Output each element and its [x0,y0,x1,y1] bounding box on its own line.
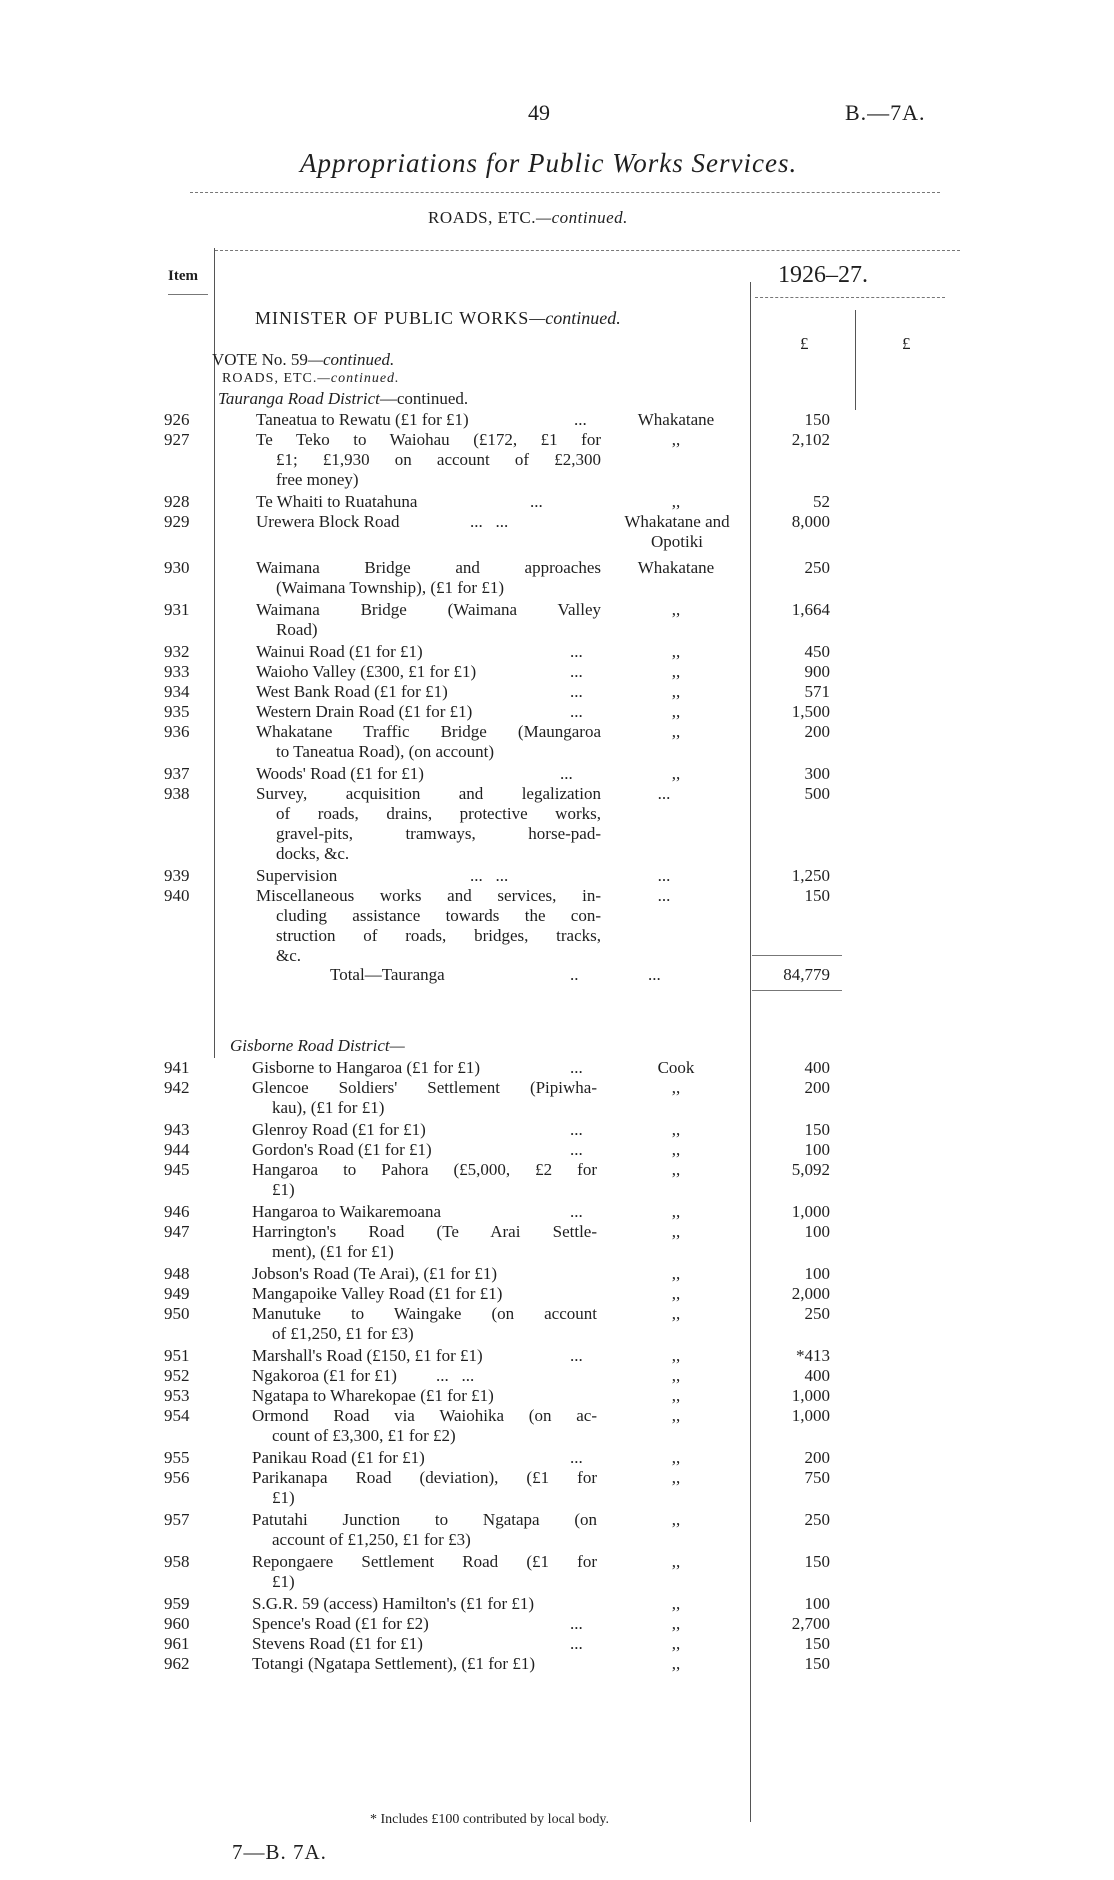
item-location: Whakatane and Opotiki [624,512,730,551]
item-location: ,, [671,1366,681,1385]
item-location: ,, [671,1304,681,1323]
item-location: ,, [671,764,681,783]
item-amount: 250 [804,1510,830,1529]
item-description: Ormond Road via Waiohika (on ac- count of £3,300, £1 for £2) [252,1406,597,1445]
item-description: Ngatapa to Wharekopae (£1 for £1) [252,1386,494,1405]
item-number: 928 [164,492,190,511]
item-amount: 52 [813,492,830,511]
footnote: * Includes £100 contributed by local body. [370,1812,609,1827]
item-description: Whakatane Traffic Bridge (Maungaroa to Taneatua Road), (on account) [256,722,601,761]
item-description: Manutuke to Waingake (on account of £1,250, £1 for £3) [252,1304,597,1343]
item-location: ,, [671,642,681,661]
item-description: Jobson's Road (Te Arai), (£1 for £1) [252,1264,498,1283]
item-location: ,, [671,600,681,619]
item-description: Waimana Bridge and approaches (Waimana Township), (£1 for £1) [256,558,601,597]
item-amount: 100 [804,1264,830,1283]
item-description: Urewera Block Road [256,512,400,531]
item-number: 929 [164,512,190,531]
item-description: Survey, acquisition and legalization of roads, drains, protective works, gravel-pits, tramways, horse-pad- docks, &c. [256,784,601,863]
item-description: West Bank Road (£1 for £1) [256,682,448,701]
item-number: 937 [164,764,190,783]
item-amount: 900 [804,662,830,681]
item-location: ,, [671,1160,681,1179]
item-description: Gisborne to Hangaroa (£1 for £1) [252,1058,481,1077]
item-description: Supervision [256,866,338,885]
item-number: 939 [164,866,190,885]
item-number: 932 [164,642,190,661]
item-amount: 1,000 [791,1202,830,1221]
item-amount: 200 [804,722,830,741]
document-code: B.—7A. [845,100,926,125]
item-description: Hangaroa to Waikaremoana [252,1202,442,1221]
item-amount: 2,102 [791,430,830,449]
item-description: Waimana Bridge (Waimana Valley Road) [256,600,601,639]
item-amount: 150 [804,410,830,429]
item-amount: 400 [804,1366,830,1385]
item-location: Whakatane [637,410,715,429]
year-header-underline [755,297,945,298]
item-number: 960 [164,1614,190,1633]
item-location: ,, [671,1448,681,1467]
year-column-header: 1926–27. [778,262,868,288]
ministry-heading [255,308,621,329]
item-description: Woods' Road (£1 for £1) [256,764,424,783]
pound-column-label: £ [800,334,809,353]
item-number: 933 [164,662,190,681]
item-number: 936 [164,722,190,741]
pound-column-label-2: £ [902,334,911,353]
item-number: 938 [164,784,190,803]
item-description: Parikanapa Road (deviation), (£1 for £1) [252,1468,597,1507]
item-description: Miscellaneous works and services, in- cluding assistance towards the con- struction of roads, bridges, tracks, &c. [256,886,601,965]
item-number: 931 [164,600,190,619]
item-description: Glenroy Road (£1 for £1) [252,1120,426,1139]
item-amount: 2,700 [791,1614,830,1633]
item-number: 951 [164,1346,190,1365]
item-number: 947 [164,1222,190,1241]
item-amount: 450 [804,642,830,661]
item-number: 940 [164,886,190,905]
leader-dots: ... [570,1058,583,1077]
roads-subheading-continued: —continued. [317,371,400,386]
item-number: 941 [164,1058,190,1077]
item-location: ,, [671,1386,681,1405]
item-description: Te Teko to Waiohau (£172, £1 for £1; £1,930 on account of £2,300 free money) [256,430,601,489]
item-number: 953 [164,1386,190,1405]
ministry-heading-main: MINISTER OF PUBLIC WORKS [255,308,530,328]
vote-heading [212,350,394,370]
tauranga-district-name: Tauranga Road District [218,389,380,408]
item-description: Waioho Valley (£300, £1 for £1) [256,662,477,681]
title-divider [190,192,940,193]
item-description: Panikau Road (£1 for £1) [252,1448,425,1467]
item-amount: 400 [804,1058,830,1077]
item-number: 956 [164,1468,190,1487]
item-description: Repongaere Settlement Road (£1 for £1) [252,1552,597,1591]
item-location: ,, [671,1468,681,1487]
item-amount: 100 [804,1222,830,1241]
item-number: 945 [164,1160,190,1179]
item-description: Ngakoroa (£1 for £1) [252,1366,397,1385]
item-location: ,, [671,1264,681,1283]
item-description: Marshall's Road (£150, £1 for £1) [252,1346,483,1365]
item-description: Harrington's Road (Te Arai Settle- ment), (£1 for £1) [252,1222,597,1261]
item-number: 943 [164,1120,190,1139]
item-number: 926 [164,410,190,429]
item-number: 959 [164,1594,190,1613]
total-tauranga-label: Total—Tauranga [330,965,445,984]
item-description: Gordon's Road (£1 for £1) [252,1140,432,1159]
item-amount: 150 [804,1120,830,1139]
item-amount: 1,664 [791,600,830,619]
leader-dots: ... [570,642,583,661]
item-description: Mangapoike Valley Road (£1 for £1) [252,1284,503,1303]
item-amount: 2,000 [791,1284,830,1303]
item-location: ,, [671,722,681,741]
item-description: Spence's Road (£1 for £2) [252,1614,429,1633]
tauranga-district-continued: —continued. [379,389,469,408]
item-amount: 200 [804,1078,830,1097]
leader-dots: ... ... [470,512,509,531]
item-number: 961 [164,1634,190,1653]
total-rule-top [752,955,842,956]
leader-dots: ... [648,965,661,984]
item-number: 934 [164,682,190,701]
item-amount: 571 [804,682,830,701]
item-amount: 150 [804,1552,830,1571]
leader-dots: .. [570,965,579,984]
item-amount: 500 [804,784,830,803]
item-location: ,, [671,682,681,701]
item-amount: 8,000 [791,512,830,531]
item-amount: 150 [804,886,830,905]
item-location: ... [657,784,671,803]
item-description: Wainui Road (£1 for £1) [256,642,423,661]
item-amount: *413 [796,1346,830,1365]
item-amount: 100 [804,1594,830,1613]
item-number: 954 [164,1406,190,1425]
item-number: 946 [164,1202,190,1221]
item-amount: 150 [804,1654,830,1673]
leader-dots: ... [570,682,583,701]
item-location: ,, [671,492,681,511]
item-number: 935 [164,702,190,721]
tauranga-district-heading [218,389,468,409]
item-amount: 250 [804,1304,830,1323]
roads-subheading-main: ROADS, ETC. [222,371,318,386]
item-location: ,, [671,1140,681,1159]
item-amount: 1,500 [791,702,830,721]
item-location: Whakatane [637,558,715,577]
leader-dots: ... [570,1634,583,1653]
item-location: ,, [671,662,681,681]
section-heading [428,208,628,228]
item-location: ,, [671,1284,681,1303]
roads-subheading [222,371,400,387]
item-description: Te Whaiti to Ruatahuna [256,492,418,511]
item-number: 942 [164,1078,190,1097]
item-number: 952 [164,1366,190,1385]
gisborne-district-heading: Gisborne Road District— [230,1036,405,1055]
item-amount: 150 [804,1634,830,1653]
vote-heading-main: VOTE No. 59 [212,350,308,369]
item-location: ,, [671,1120,681,1139]
item-number: 962 [164,1654,190,1673]
item-location: ,, [671,1202,681,1221]
item-number: 930 [164,558,190,577]
item-description: Glencoe Soldiers' Settlement (Pipiwha- kau), (£1 for £1) [252,1078,597,1117]
item-amount: 750 [804,1468,830,1487]
leader-dots: ... [570,1448,583,1467]
item-location: ,, [671,1346,681,1365]
leader-dots: ... [570,702,583,721]
item-location: ,, [671,1654,681,1673]
item-location: ,, [671,702,681,721]
leader-dots: ... [570,1614,583,1633]
item-description: S.G.R. 59 (access) Hamilton's (£1 for £1) [252,1594,535,1613]
item-amount: 200 [804,1448,830,1467]
page-title: Appropriations for Public Works Services. [300,148,798,178]
vote-heading-continued: —continued. [307,350,395,369]
item-number: 944 [164,1140,190,1159]
item-number: 957 [164,1510,190,1529]
item-header-underline [168,294,208,295]
item-amount: 250 [804,558,830,577]
leader-dots: ... [574,410,587,429]
item-amount: 300 [804,764,830,783]
item-description: Western Drain Road (£1 for £1) [256,702,473,721]
leader-dots: ... [530,492,543,511]
leader-dots: ... [570,662,583,681]
item-column-header: Item [168,268,198,284]
item-number: 948 [164,1264,190,1283]
section-heading-main: ROADS, ETC. [428,208,536,227]
leader-dots: ... ... [470,866,509,885]
item-number: 958 [164,1552,190,1571]
leader-dots: ... [570,1202,583,1221]
second-amount-column-divider [855,310,856,410]
item-location: ,, [671,430,681,449]
item-location: ... [657,886,671,905]
footer-code: 7—B. 7A. [232,1840,327,1864]
item-location: ,, [671,1614,681,1633]
item-amount: 1,250 [791,866,830,885]
item-location: ,, [671,1222,681,1241]
leader-dots: ... [570,1140,583,1159]
total-tauranga-amount: 84,779 [783,965,830,984]
item-number: 949 [164,1284,190,1303]
item-location: ,, [671,1510,681,1529]
item-location: ,, [671,1552,681,1571]
item-description: Hangaroa to Pahora (£5,000, £2 for £1) [252,1160,597,1199]
item-location: ,, [671,1634,681,1653]
item-location: Cook [657,1058,695,1077]
leader-dots: ... [560,764,573,783]
item-amount: 1,000 [791,1406,830,1425]
leader-dots: ... [570,1346,583,1365]
item-number: 927 [164,430,190,449]
item-amount: 100 [804,1140,830,1159]
leader-dots: ... ... [436,1366,475,1385]
item-location: ... [657,866,671,885]
item-location: ,, [671,1078,681,1097]
item-description: Stevens Road (£1 for £1) [252,1634,423,1653]
item-location: ,, [671,1406,681,1425]
item-location: ,, [671,1594,681,1613]
page-number: 49 [528,100,550,125]
leader-dots: ... [570,1120,583,1139]
item-number: 950 [164,1304,190,1323]
table-top-rule [215,250,960,251]
item-description: Patutahi Junction to Ngatapa (on account of £1,250, £1 for £3) [252,1510,597,1549]
section-heading-continued: —continued. [535,208,628,227]
item-number: 955 [164,1448,190,1467]
ministry-heading-continued: —continued. [529,308,621,328]
item-amount: 5,092 [791,1160,830,1179]
item-description: Taneatua to Rewatu (£1 for £1) [256,410,469,429]
item-description: Totangi (Ngatapa Settlement), (£1 for £1) [252,1654,535,1673]
total-rule-bottom [752,990,842,991]
item-amount: 1,000 [791,1386,830,1405]
